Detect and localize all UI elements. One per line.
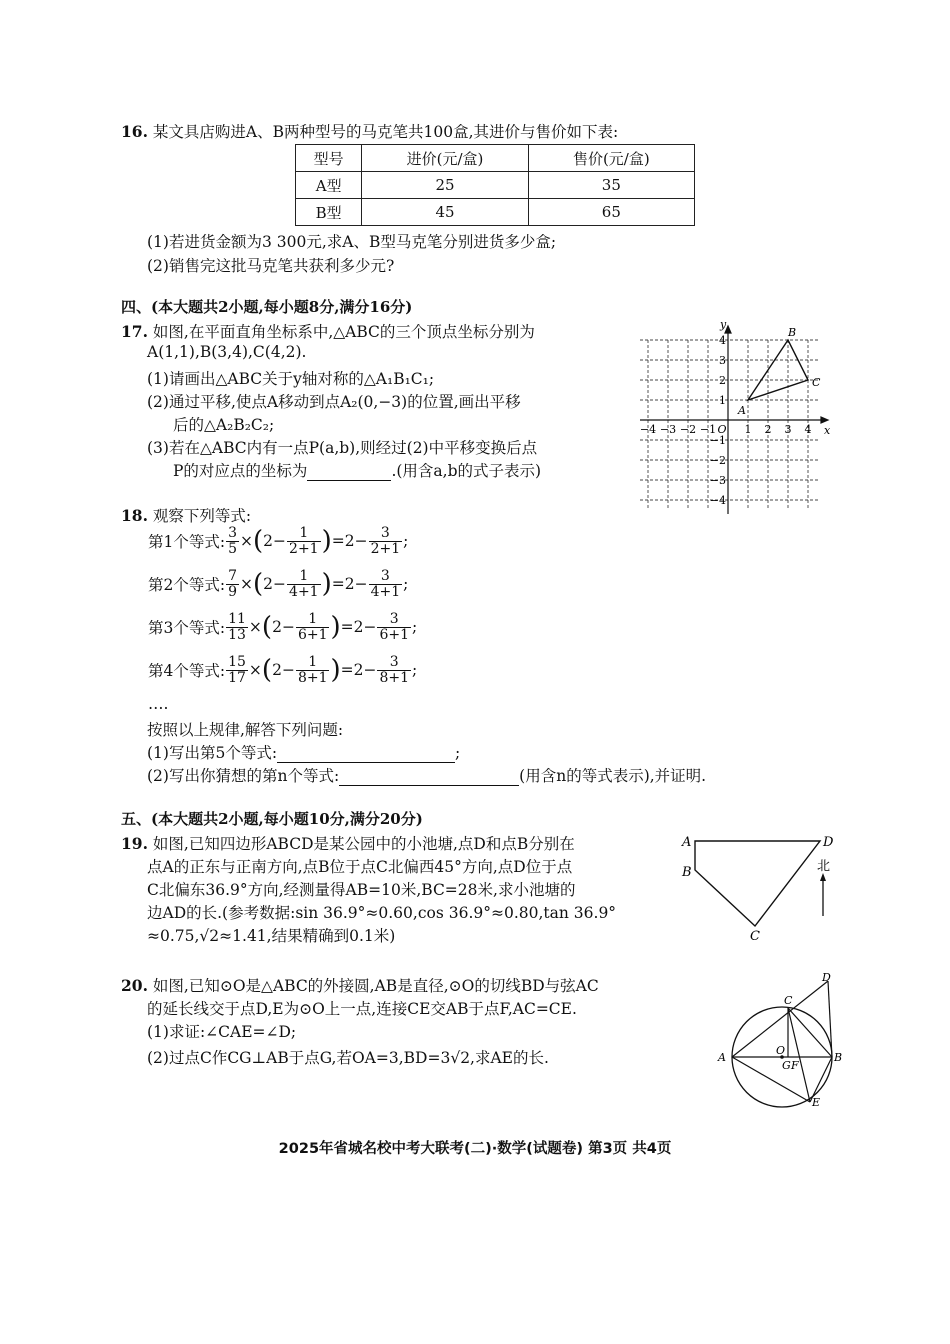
q18-rule: 按照以上规律,解答下列问题:	[147, 721, 344, 739]
q17-part3b	[173, 459, 541, 481]
fraction	[226, 655, 248, 685]
fraction	[296, 655, 330, 685]
tangent-bd	[828, 981, 832, 1057]
q16-stem-text: 某文具店购进A、B两种型号的马克笔共100盒,其进价与售价如下表:	[152, 123, 619, 141]
times-sign: ×	[248, 661, 262, 680]
q18-ellipsis: ….	[148, 695, 169, 713]
fraction	[287, 526, 321, 556]
table-header-cell: 进价(元/盒)	[362, 145, 528, 172]
numerator: 15	[228, 654, 246, 670]
fraction	[377, 612, 411, 642]
x-axis-arrow-icon	[821, 417, 828, 423]
numerator: 3	[377, 655, 411, 671]
table-cell: A型	[296, 172, 362, 199]
denominator: 8+1	[379, 669, 410, 686]
coordinate-grid	[630, 318, 840, 518]
pond-figure	[680, 828, 840, 946]
point-g-label: G	[782, 1059, 791, 1072]
point-d-label: D	[822, 971, 831, 984]
q17-line1	[121, 320, 535, 342]
denominator: 2+1	[289, 540, 319, 557]
numerator: 3	[369, 526, 403, 542]
answer-blank	[277, 747, 455, 763]
point-c-label: C	[784, 994, 793, 1007]
q17-part2a: (2)通过平移,使点A移动到点A₂(0,−3)的位置,画出平移	[147, 393, 521, 411]
point-e-label: E	[812, 1096, 821, 1109]
fraction	[226, 612, 248, 642]
numerator: 3	[377, 612, 411, 628]
point-o-label: O	[776, 1044, 786, 1057]
point-b-label: B	[682, 865, 692, 880]
semicolon: ;	[403, 575, 409, 594]
numerator: 1	[296, 655, 330, 671]
denominator: 9	[228, 583, 238, 600]
x-axis-label: x	[824, 424, 831, 437]
q18-part1-pre: (1)写出第5个等式:	[147, 744, 278, 762]
y-tick-label: −1	[709, 434, 726, 447]
q17-part2b: 后的△A₂B₂C₂;	[173, 416, 275, 434]
table-cell: 25	[362, 172, 528, 199]
times-sign: ×	[240, 532, 254, 551]
answer-blank	[307, 465, 391, 481]
q17-line1-text: 如图,在平面直角坐标系中,△ABC的三个顶点坐标分别为	[152, 323, 535, 341]
point-f-label: F	[791, 1059, 799, 1072]
point-a-label: A	[738, 404, 746, 417]
y-tick-label: −3	[709, 474, 726, 487]
q16-part2: (2)销售完这批马克笔共获利多少元?	[147, 257, 395, 275]
open-paren-icon: (	[253, 569, 264, 600]
equals-two-minus: =2−	[340, 661, 377, 680]
table-cell: B型	[296, 199, 362, 226]
point-c-label: C	[812, 376, 821, 389]
section-5-heading: 五、(本大题共2小题,每小题10分,满分20分)	[121, 810, 423, 828]
table-header-cell: 型号	[296, 145, 362, 172]
close-paren-icon: )	[321, 526, 332, 557]
denominator: 4+1	[370, 583, 401, 600]
denominator: 2+1	[370, 540, 401, 557]
q18-part2	[147, 764, 706, 786]
numerator: 3	[369, 569, 403, 585]
triangle-abc	[748, 340, 808, 400]
x-tick-label: −4	[639, 423, 657, 436]
numerator: 7	[228, 568, 238, 584]
q18-part1-post: ;	[455, 744, 461, 762]
answer-blank	[339, 770, 519, 786]
x-tick-label: 2	[764, 423, 772, 436]
q18-part1	[147, 741, 460, 763]
chord-ce	[788, 1008, 810, 1102]
x-tick-label: 1	[744, 423, 752, 436]
equals-two-minus: =2−	[331, 532, 368, 551]
north-label: 北	[817, 859, 831, 874]
denominator: 8+1	[297, 669, 328, 686]
table-cell: 35	[528, 172, 694, 199]
x-tick-label: 4	[804, 423, 812, 436]
q17-line2: A(1,1),B(3,4),C(4,2).	[147, 343, 307, 361]
table-header-row	[296, 145, 695, 172]
y-tick-label: 2	[719, 374, 726, 387]
two-minus: 2−	[263, 575, 287, 594]
fraction	[369, 526, 403, 556]
fraction	[226, 569, 239, 599]
numerator: 3	[228, 525, 238, 541]
x-tick-label: −3	[659, 423, 677, 436]
q17-part3a: (3)若在△ABC内有一点P(a,b),则经过(2)中平移变换后点	[147, 439, 538, 457]
denominator: 13	[228, 626, 246, 643]
q16-number: 16.	[121, 122, 148, 141]
equation-label: 第2个等式:	[148, 576, 226, 595]
q19-line1-text: 如图,已知四边形ABCD是某公园中的小池塘,点D和点B分别在	[152, 835, 575, 853]
semicolon: ;	[412, 618, 418, 637]
times-sign: ×	[240, 575, 254, 594]
two-minus: 2−	[263, 532, 287, 551]
q18-part2-post: (用含n的等式表示),并证明.	[519, 767, 707, 785]
fraction	[377, 655, 411, 685]
numerator: 1	[287, 569, 321, 585]
y-tick-label: −4	[709, 494, 726, 507]
point-d-label: D	[823, 835, 834, 850]
table-row	[296, 199, 695, 226]
page-footer: 2025年省城名校中考大联考(二)·数学(试题卷) 第3页 共4页	[278, 1141, 672, 1157]
times-sign: ×	[248, 618, 262, 637]
table-header-cell: 售价(元/盒)	[528, 145, 694, 172]
y-tick-label: 3	[719, 354, 726, 367]
table-cell: 65	[528, 199, 694, 226]
q19-line2: 点A的正东与正南方向,点B位于点C北偏西45°方向,点D位于点	[147, 858, 573, 876]
fraction	[296, 612, 330, 642]
point-c-label: C	[750, 929, 760, 944]
equation-row	[148, 612, 417, 642]
close-paren-icon: )	[330, 655, 341, 686]
price-table	[295, 144, 695, 226]
denominator: 6+1	[297, 626, 328, 643]
equals-two-minus: =2−	[331, 575, 368, 594]
open-paren-icon: (	[261, 612, 273, 643]
q19-line3: C北偏东36.9°方向,经测量得AB=10米,BC=28米,求小池塘的	[147, 881, 576, 899]
q20-line1	[121, 974, 599, 996]
numerator: 11	[228, 611, 246, 627]
q19-line1	[121, 832, 575, 854]
equation-row	[148, 655, 417, 685]
q16-stem	[121, 120, 618, 142]
semicolon: ;	[403, 532, 409, 551]
y-axis-label: y	[720, 318, 727, 331]
q18-stem-text: 观察下列等式:	[152, 507, 252, 525]
north-arrow-icon	[820, 873, 826, 881]
two-minus: 2−	[272, 618, 295, 637]
denominator: 17	[228, 669, 246, 686]
equation-row	[148, 569, 408, 599]
equation-label: 第1个等式:	[148, 533, 226, 552]
equals-two-minus: =2−	[340, 618, 377, 637]
circle-figure	[708, 968, 843, 1109]
section-4-heading: 四、(本大题共2小题,每小题8分,满分16分)	[121, 298, 413, 316]
q18-part2-pre: (2)写出你猜想的第n个等式:	[147, 767, 340, 785]
q20-line2: 的延长线交于点D,E为⊙O上一点,连接CE交AB于点F,AC=CE.	[147, 1000, 577, 1018]
x-tick-label: −2	[679, 423, 697, 436]
open-paren-icon: (	[253, 526, 264, 557]
numerator: 1	[287, 526, 321, 542]
close-paren-icon: )	[330, 612, 341, 643]
point-a-label: A	[718, 1051, 726, 1064]
point-b-label: B	[834, 1051, 843, 1064]
x-tick-label: 3	[784, 423, 792, 436]
denominator: 4+1	[289, 583, 319, 600]
q20-number: 20.	[121, 976, 148, 995]
denominator: 6+1	[379, 626, 410, 643]
equation-row	[148, 526, 408, 556]
q19-line4: 边AD的长.(参考数据:sin 36.9°≈0.60,cos 36.9°≈0.80,tan 36.9°	[147, 904, 617, 922]
semicolon: ;	[412, 661, 418, 680]
two-minus: 2−	[272, 661, 295, 680]
quadrilateral-abcd	[695, 841, 820, 926]
open-paren-icon: (	[261, 655, 273, 686]
denominator: 5	[228, 540, 238, 557]
point-a-label: A	[682, 835, 692, 850]
q17-part3b-post: .(用含a,b的式子表示)	[391, 462, 542, 480]
q18-number: 18.	[121, 506, 148, 525]
table-row	[296, 172, 695, 199]
q17-part1: (1)请画出△ABC关于y轴对称的△A₁B₁C₁;	[147, 370, 435, 388]
q17-number: 17.	[121, 322, 148, 341]
q20-part2: (2)过点C作CG⊥AB于点G,若OA=3,BD=3√2,求AE的长.	[147, 1049, 549, 1067]
table-cell: 45	[362, 199, 528, 226]
y-tick-label: 1	[719, 394, 726, 407]
equation-label: 第4个等式:	[148, 662, 226, 681]
fraction	[226, 526, 239, 556]
close-paren-icon: )	[321, 569, 332, 600]
y-tick-label: 4	[719, 334, 726, 347]
q19-line5: ≈0.75,√2≈1.41,结果精确到0.1米)	[147, 927, 396, 945]
fraction	[369, 569, 403, 599]
q17-part3b-pre: P的对应点的坐标为	[173, 462, 308, 480]
q16-part1: (1)若进货金额为3 300元,求A、B型马克笔分别进货多少盒;	[147, 233, 557, 251]
origin-label: O	[717, 423, 727, 436]
equation-label: 第3个等式:	[148, 619, 226, 638]
numerator: 1	[296, 612, 330, 628]
point-b-label: B	[788, 326, 797, 339]
y-tick-label: −2	[709, 454, 726, 467]
fraction	[287, 569, 321, 599]
q20-part1: (1)求证:∠CAE=∠D;	[147, 1023, 297, 1041]
q18-stem	[121, 504, 251, 526]
q19-number: 19.	[121, 834, 148, 853]
x-tick-label: −1	[699, 423, 717, 436]
q20-line1-text: 如图,已知⊙O是△ABC的外接圆,AB是直径,⊙O的切线BD与弦AC	[152, 977, 599, 995]
